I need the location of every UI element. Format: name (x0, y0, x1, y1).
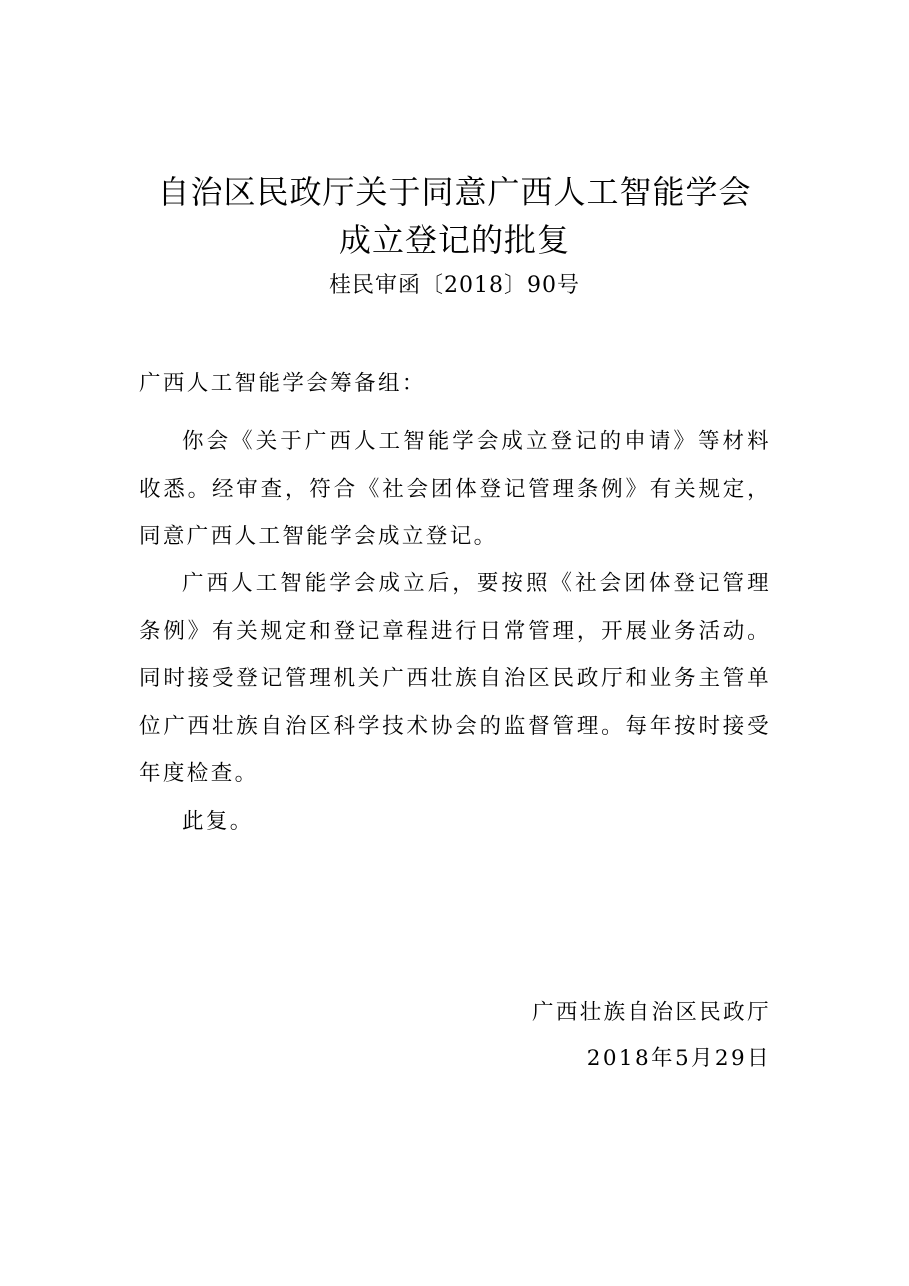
document-title-line-2: 成立登记的批复 (338, 221, 570, 259)
addressee: 广西人工智能学会筹备组： (139, 371, 426, 396)
body-paragraph-2: 广西人工智能学会成立后，要按照《社会团体登记管理条例》有关规定和登记章程进行日常管理，开展业务活动。同时接受登记管理机关广西壮族自治区民政厅和业务主管单位广西壮族自治区科学技术协会的监督管理。每年按时接受年度检查。 (139, 571, 771, 786)
issue-date: 2018年5月29日 (586, 1046, 771, 1071)
body-paragraph-closing: 此复。 (182, 809, 254, 834)
document-number: 桂民审函〔2018〕90号 (329, 273, 580, 298)
issuer-signature: 广西壮族自治区民政厅 (531, 1000, 771, 1025)
document-title-line-1: 自治区民政厅关于同意广西人工智能学会 (157, 173, 752, 211)
body-paragraph-1: 你会《关于广西人工智能学会成立登记的申请》等材料收悉。经审查，符合《社会团体登记管理条例》有关规定，同意广西人工智能学会成立登记。 (139, 429, 771, 549)
